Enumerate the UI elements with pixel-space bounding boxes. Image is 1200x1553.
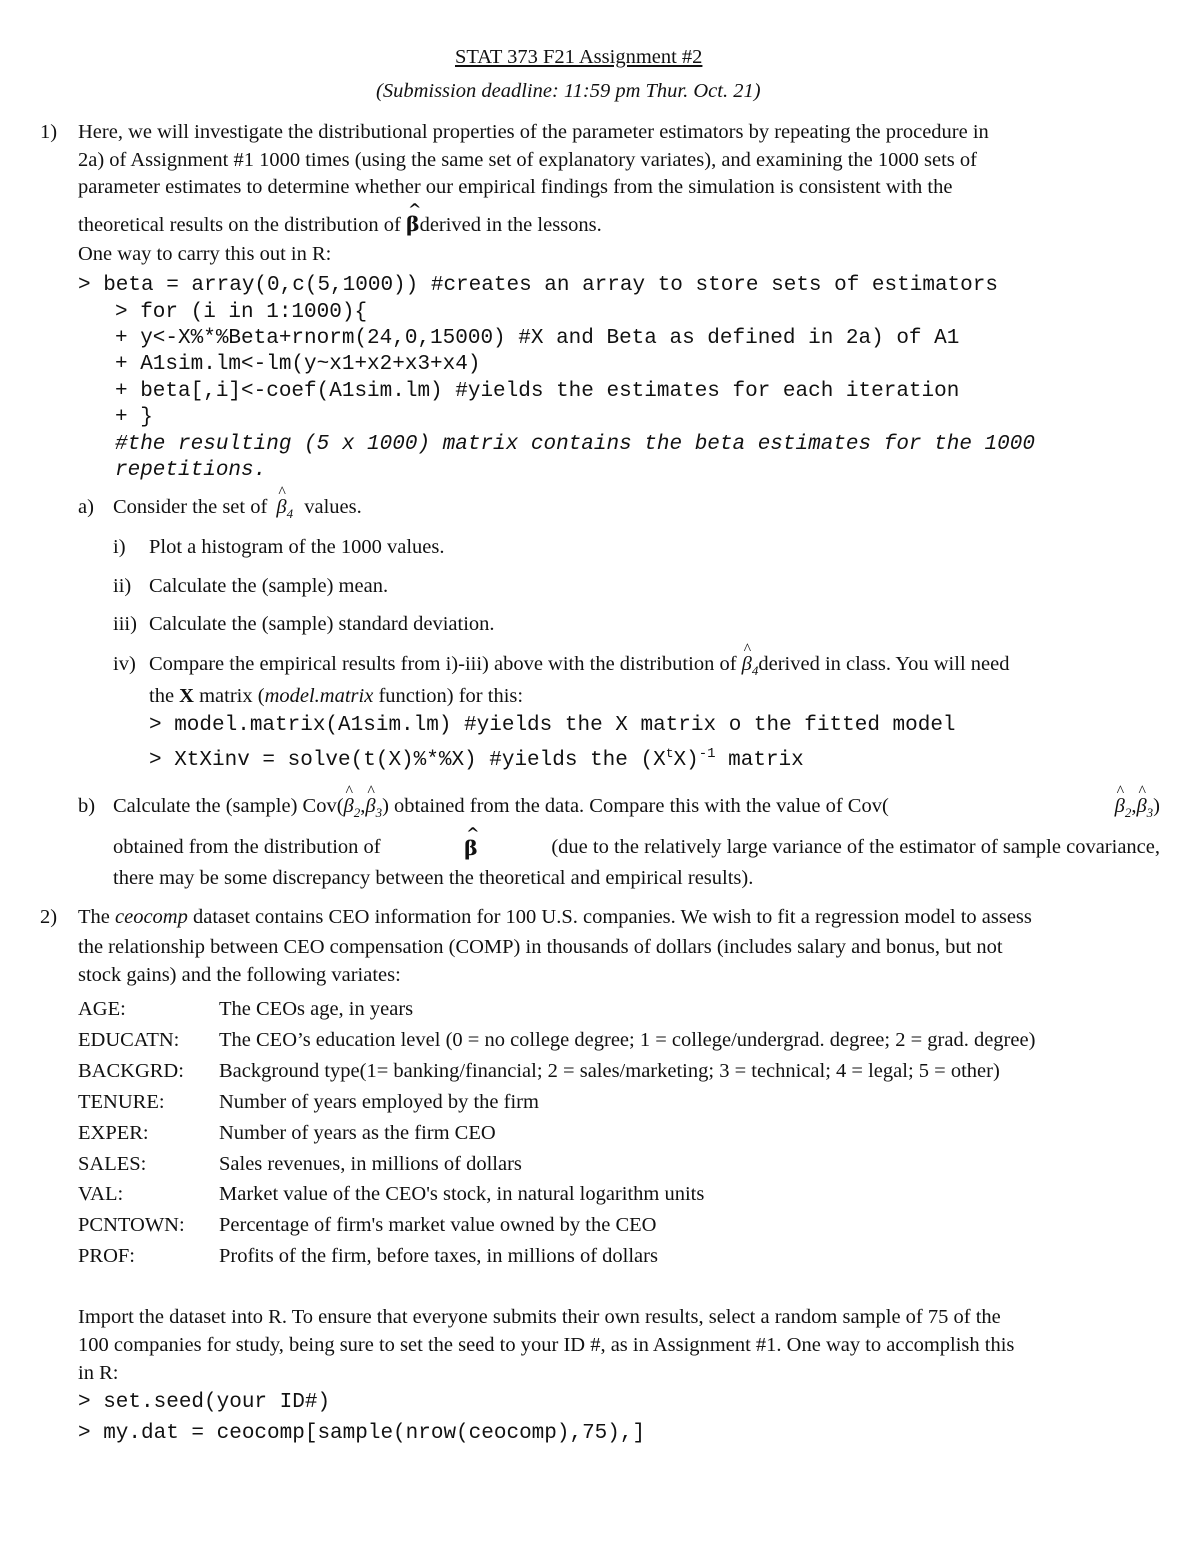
part-b-line-1-group-a: Calculate the (sample) Cov(^ $\beta_2,\^{}$ $\beta_3$) obtained from the data. Compare this with the value of Cov(	[113, 795, 889, 821]
sub-item-iv-label: iv)	[113, 653, 136, 675]
beta4-subscript: 4	[286, 506, 294, 522]
code-comment-line-1: #the resulting (5 x 1000) matrix contains the beta estimates for the 1000	[115, 433, 1035, 456]
code-line-5: + beta[,i]<-coef(A1sim.lm) #yields the estimates for each iteration	[115, 380, 960, 403]
sub-item-iv-text	[149, 653, 1009, 679]
iv-code-2-b: X)	[673, 749, 699, 772]
part-a-text-tail: values.	[304, 496, 362, 518]
import-line-3: in R:	[78, 1362, 119, 1384]
beta3-hat-symbol: ^ $\beta_3$	[365, 795, 382, 821]
q2-line-1-tail: dataset contains CEO information for 100 U.S. companies. We wish to fit a regression model to assess	[192, 906, 1032, 928]
q2-code-line-2: > my.dat = ceocomp[sample(nrow(ceocomp),75),]	[78, 1422, 646, 1445]
beta-hat-vector-symbol: ^ β	[406, 212, 420, 236]
q1-para-line-2: 2a) of Assignment #1 1000 times (using the same set of explanatory variates), and examining the 1000 sets of	[78, 149, 977, 171]
variate-desc: Number of years employed by the firm	[219, 1091, 539, 1113]
page-title: STAT 373 F21 Assignment #2	[455, 46, 703, 68]
model-matrix-function-name: model.matrix	[264, 685, 374, 707]
iv-code-2-a: > XtXinv = solve(t(X)%*%X) #yields the (X	[149, 749, 666, 772]
q1-para-line-4-tail: derived in the lessons.	[419, 214, 602, 236]
sub-item-i-text: Plot a histogram of the 1000 values.	[149, 536, 445, 558]
beta4-symbol-iv: β	[741, 653, 752, 675]
variate-desc: Percentage of firm's market value owned by the CEO	[219, 1214, 657, 1236]
x-matrix-bold: X	[179, 685, 194, 707]
part-a-text-lead: Consider the set of	[113, 496, 268, 518]
variate-name: BACKGRD:	[78, 1060, 184, 1082]
beta3-hat-symbol-b: ^ $\beta_3$	[1136, 795, 1153, 821]
q2-line-2: the relationship between CEO compensation (COMP) in thousands of dollars (includes salary and bonus, but not	[78, 936, 1003, 958]
dataset-name: ceocomp	[115, 906, 188, 928]
sub-item-iv-text-tail: derived in class. You will need	[758, 653, 1010, 675]
part-b-label: b)	[78, 795, 96, 817]
variate-desc: Number of years as the firm CEO	[219, 1122, 496, 1144]
q2-code-line-1: > set.seed(your ID#)	[78, 1391, 331, 1414]
beta4-symbol: β	[276, 496, 287, 518]
variate-desc: Market value of the CEO's stock, in natural logarithm units	[219, 1183, 705, 1205]
variate-name: EXPER:	[78, 1122, 149, 1144]
sub-item-iv-line-2	[149, 685, 523, 708]
beta2-hat-symbol: ^ $\beta_2$	[344, 795, 361, 821]
sub-item-iv-text-lead: Compare the empirical results from i)-iii) above with the distribution of	[149, 653, 737, 675]
q2-line-1-the: The	[78, 906, 110, 928]
q2-number: 2)	[40, 906, 58, 928]
code-line-6: + }	[115, 406, 153, 429]
iv-line2-the: the	[149, 685, 175, 707]
code-line-2: > for (i in 1:1000){	[115, 301, 368, 324]
sub-item-ii-text: Calculate the (sample) mean.	[149, 575, 389, 597]
sub-item-iii-label: iii)	[113, 613, 137, 635]
q2-line-1	[78, 906, 1032, 929]
code-line-4: + A1sim.lm<-lm(y~x1+x2+x3+x4)	[115, 353, 481, 376]
iv-code-2-c: matrix	[715, 749, 804, 772]
iv-line2-tail: function) for this:	[378, 685, 524, 707]
q2-line-3: stock gains) and the following variates:	[78, 964, 401, 986]
part-b-line-1	[113, 795, 1160, 821]
sub-item-i-label: i)	[113, 536, 126, 558]
variate-desc: Sales revenues, in millions of dollars	[219, 1153, 522, 1175]
q1-para-line-1: Here, we will investigate the distributional properties of the parameter estimators by repeating the procedure in	[78, 121, 989, 143]
iv-line2-matrix: matrix (	[199, 685, 265, 707]
code-comment-line-2: repetitions.	[115, 459, 267, 482]
part-b-line-1-close: )	[1153, 795, 1160, 817]
part-b-line-1-group-b: ^ $\beta_2,\^{}$ $\beta_3$)	[1115, 795, 1160, 821]
code-line-1: > beta = array(0,c(5,1000)) #creates an array to store sets of estimators	[78, 274, 998, 297]
sub-item-ii-label: ii)	[113, 575, 132, 597]
code-line-3: + y<-X%*%Beta+rnorm(24,0,15000) #X and Beta as defined in 2a) of A1	[115, 327, 960, 350]
variate-desc: Background type(1= banking/financial; 2 = sales/marketing; 3 = technical; 4 = legal; 5 = other)	[219, 1060, 1000, 1082]
variate-name: SALES:	[78, 1153, 147, 1175]
part-a-text	[113, 496, 362, 522]
variate-name: PROF:	[78, 1245, 135, 1267]
variate-desc: Profits of the firm, before taxes, in millions of dollars	[219, 1245, 658, 1267]
beta4-subscript-iv: 4	[751, 663, 759, 679]
part-b-line-3: there may be some discrepancy between the theoretical and empirical results).	[113, 867, 754, 889]
variate-name: PCNTOWN:	[78, 1214, 185, 1236]
beta2-hat-symbol-b: ^ $\beta_2$	[1115, 795, 1132, 821]
q1-number: 1)	[40, 121, 58, 143]
iv-code-2-t: t	[665, 746, 674, 761]
variate-name: VAL:	[78, 1183, 124, 1205]
variate-desc: The CEO’s education level (0 = no college degree; 1 = college/undergrad. degree; 2 = grad. degree)	[219, 1029, 1036, 1051]
variate-name: AGE:	[78, 998, 126, 1020]
variate-name: EDUCATN:	[78, 1029, 180, 1051]
variate-desc: The CEOs age, in years	[219, 998, 414, 1020]
variate-name: TENURE:	[78, 1091, 165, 1113]
import-line-1: Import the dataset into R. To ensure that everyone submits their own results, select a random sample of 75 of the	[78, 1306, 1001, 1328]
sub-item-iii-text: Calculate the (sample) standard deviation.	[149, 613, 495, 635]
part-b-line-2	[113, 836, 1160, 860]
iv-code-line-2	[149, 746, 804, 772]
beta4-hat-symbol-iv	[742, 653, 759, 679]
part-b-line-2-lead: obtained from the distribution of	[113, 836, 381, 858]
q1-para-line-3: parameter estimates to determine whether our empirical findings from the simulation is consistent with the	[78, 176, 953, 198]
iv-code-2-sup: -1	[698, 746, 716, 762]
part-b-line-2-tail: (due to the relatively large variance of the estimator of sample covariance,	[551, 836, 1160, 858]
q1-howto: One way to carry this out in R:	[78, 243, 332, 265]
beta-hat-vector-symbol-b: ^ β	[464, 836, 478, 860]
beta4-hat-symbol	[276, 496, 293, 522]
import-line-2: 100 companies for study, being sure to set the seed to your ID #, as in Assignment #1. One way to accomplish this	[78, 1334, 1015, 1356]
part-b-cov-open: Calculate the (sample) Cov(	[113, 795, 344, 817]
submission-deadline: (Submission deadline: 11:59 pm Thur. Oct. 21)	[376, 80, 761, 102]
q1-para-line-4	[78, 212, 602, 237]
iv-code-line-1: > model.matrix(A1sim.lm) #yields the X matrix o the fitted model	[149, 714, 956, 737]
part-b-line-1-mid: ) obtained from the data. Compare this with the value of Cov(	[382, 795, 889, 817]
q1-para-line-4-text: theoretical results on the distribution of	[78, 214, 401, 236]
part-a-label: a)	[78, 496, 94, 518]
